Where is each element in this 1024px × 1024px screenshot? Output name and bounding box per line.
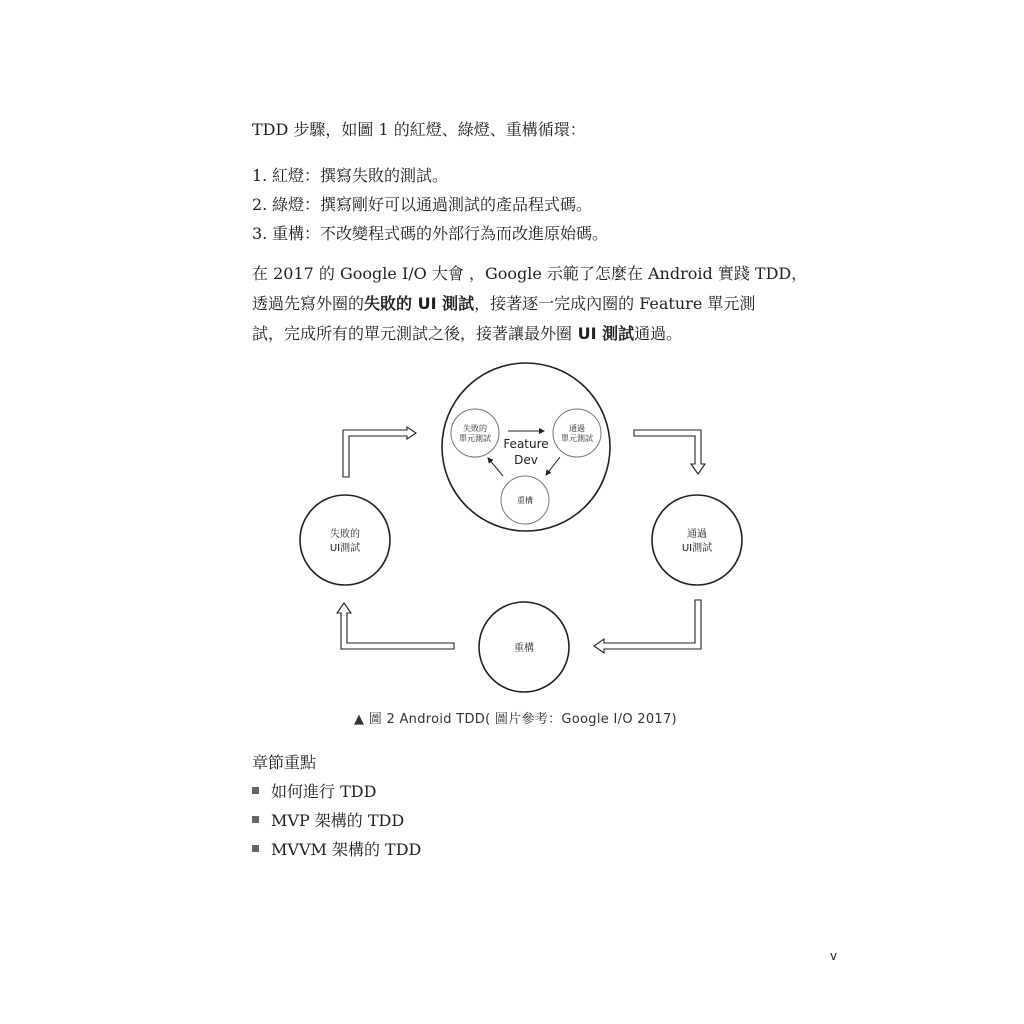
square-bullet-icon xyxy=(252,816,259,823)
arrow-feature-to-passed-ui xyxy=(634,430,705,474)
feature-dev-label-1: Feature xyxy=(503,437,549,451)
arrow-passed-ui-to-refactor xyxy=(594,600,701,653)
emphasis-ui-test: UI 測試 xyxy=(572,324,635,343)
feature-dev-label-2: Dev xyxy=(514,453,538,467)
step-number: 1. xyxy=(252,166,268,185)
list-item xyxy=(252,777,421,806)
step-number: 3. xyxy=(252,224,268,243)
tdd-steps-list xyxy=(252,161,608,248)
paragraph-text: 透過先寫外圈的 xyxy=(252,294,365,313)
arrow-refactor-to-failed-ui xyxy=(337,603,454,649)
inner-passed-unit-test-circle xyxy=(553,409,601,457)
chapter-highlights-list xyxy=(252,777,421,864)
step-item xyxy=(252,190,608,219)
inner-failed-unit-test-circle xyxy=(451,409,499,457)
step-text: 綠燈：撰寫剛好可以通過測試的產品程式碼。 xyxy=(272,195,593,214)
step-item xyxy=(252,161,608,190)
paragraph-line-1: 在 2017 的 Google I/O 大會 ，Google 示範了怎麼在 Android 實踐 TDD， xyxy=(252,264,808,283)
list-item-text: MVP 架構的 TDD xyxy=(271,811,405,830)
outer-passed-ui-test-circle xyxy=(652,495,742,585)
inner-failed-label-2: 單元測試 xyxy=(459,434,491,443)
list-item-text: MVVM 架構的 TDD xyxy=(271,840,422,859)
inner-arrow-passed-to-refactor xyxy=(546,457,560,475)
inner-passed-label-2: 單元測試 xyxy=(561,434,593,443)
page-number: v xyxy=(830,949,838,963)
inner-arrow-refactor-to-failed xyxy=(488,458,503,476)
section-title: 章節重點 xyxy=(252,753,317,772)
paragraph-line-3 xyxy=(252,319,807,349)
outer-passed-label-2: UI測試 xyxy=(681,543,713,554)
list-item xyxy=(252,806,421,835)
outer-passed-label-1: 通過 xyxy=(687,529,707,540)
intro-text: TDD 步驟，如圖 1 的紅燈、綠燈、重構循環： xyxy=(252,120,586,139)
step-text: 紅燈：撰寫失敗的測試。 xyxy=(272,166,449,185)
emphasis-failed-ui-test: 失敗的 UI 測試 xyxy=(364,294,475,313)
step-item xyxy=(252,219,608,248)
step-number: 2. xyxy=(252,195,268,214)
list-item xyxy=(252,835,421,864)
paragraph-text: 通過。 xyxy=(634,324,683,343)
outer-failed-label-2: UI測試 xyxy=(329,543,361,554)
arrow-failed-ui-to-feature xyxy=(343,427,416,477)
tdd-cycle-diagram xyxy=(290,360,760,660)
inner-failed-label-1: 失敗的 xyxy=(463,424,487,433)
inner-passed-label-1: 通過 xyxy=(569,424,585,433)
step-text: 重構：不改變程式碼的外部行為而改進原始碼。 xyxy=(272,224,609,243)
square-bullet-icon xyxy=(252,845,259,852)
google-io-paragraph xyxy=(252,259,807,349)
outer-failed-ui-test-circle xyxy=(300,495,390,585)
square-bullet-icon xyxy=(252,787,259,794)
paragraph-text: 試，完成所有的單元測試之後，接著讓最外圈 xyxy=(252,324,573,343)
list-item-text: 如何進行 TDD xyxy=(271,782,377,801)
outer-failed-label-1: 失敗的 xyxy=(330,529,360,540)
paragraph-text: ，接著逐一完成內圈的 Feature 單元測 xyxy=(474,294,756,313)
inner-refactor-label: 重構 xyxy=(517,496,533,505)
outer-refactor-label: 重構 xyxy=(514,643,534,654)
paragraph-line-2 xyxy=(252,289,807,319)
figure-caption: ▲ 圖 2 Android TDD( 圖片參考：Google I/O 2017) xyxy=(354,712,677,727)
